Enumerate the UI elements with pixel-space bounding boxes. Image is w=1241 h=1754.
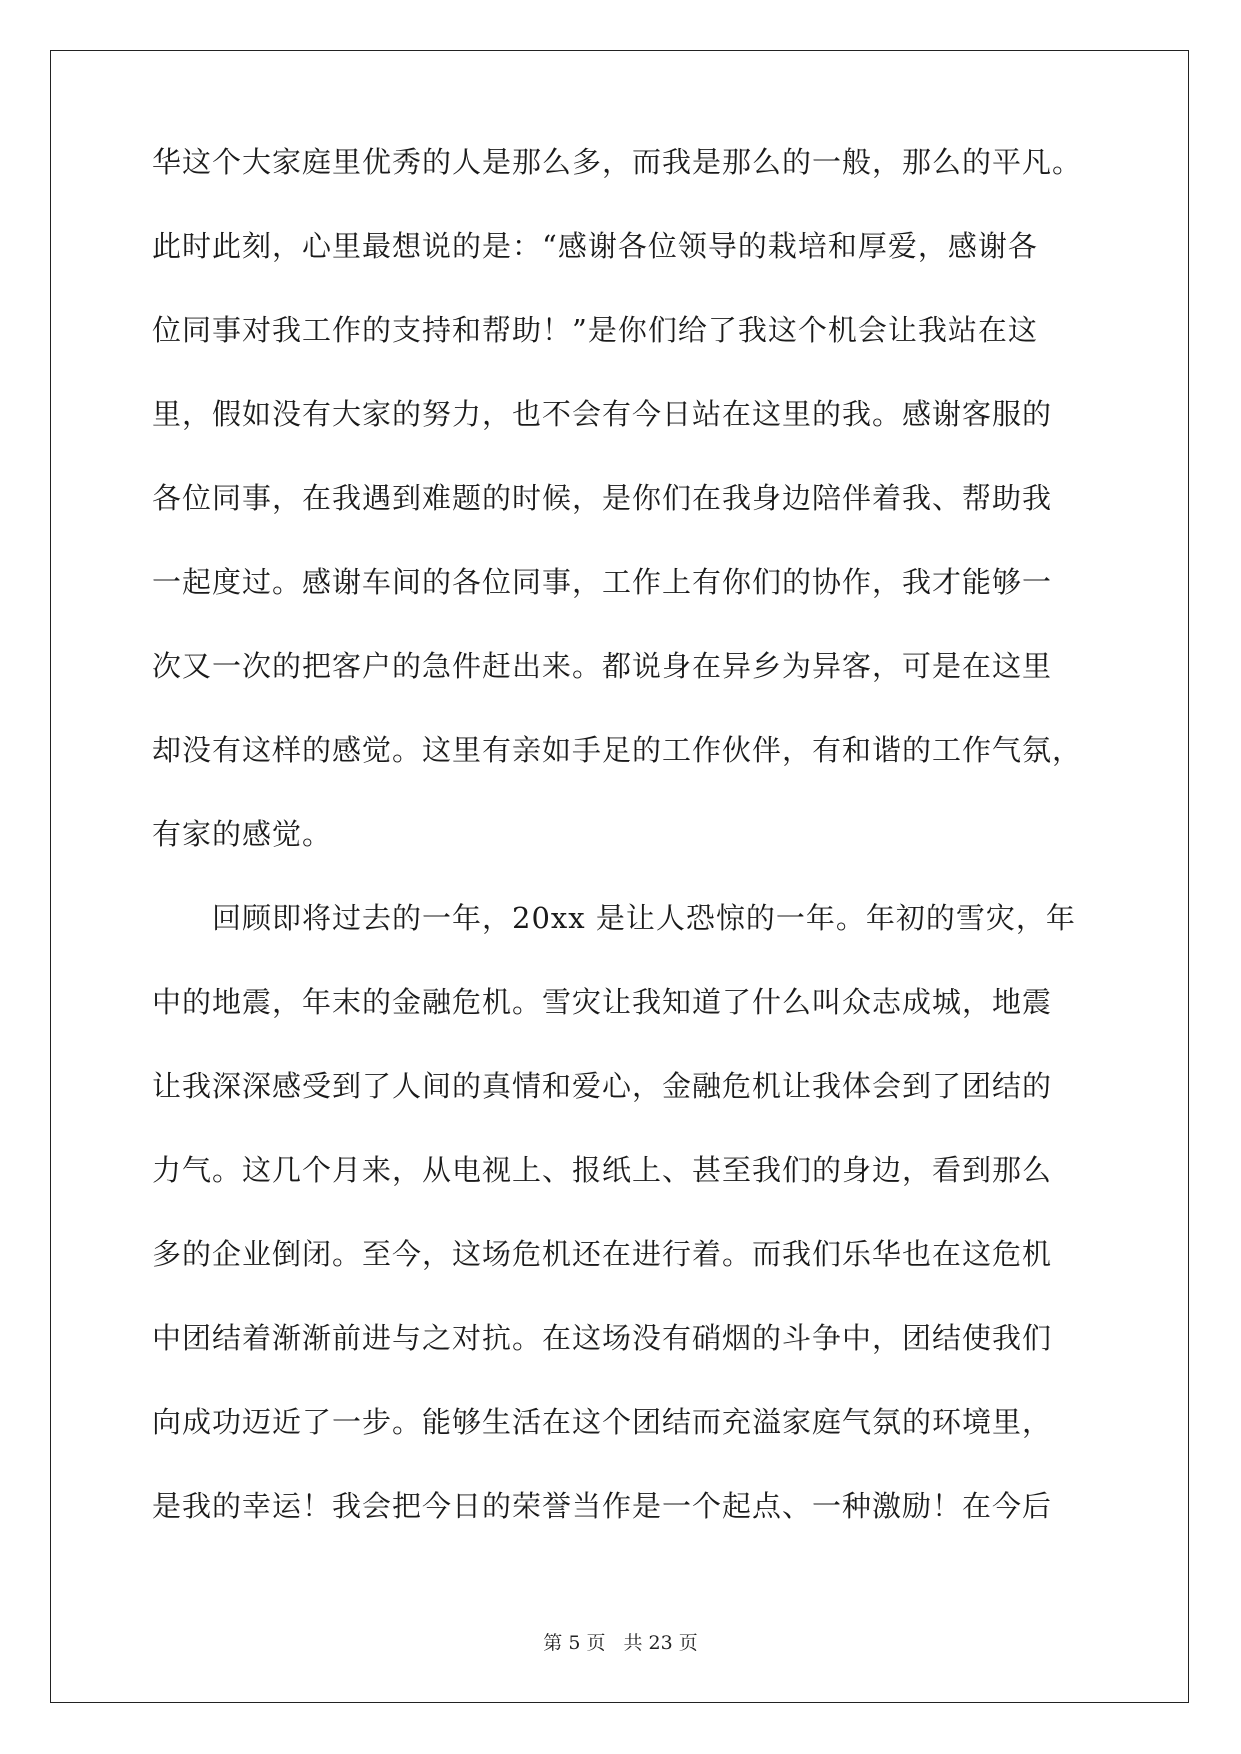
page-number: 第 5 页 (543, 1632, 606, 1654)
text-line: 回顾即将过去的一年，20xx 是让人恐惊的一年。年初的雪灾，年 (152, 901, 1076, 935)
text-line: 是我的幸运！我会把今日的荣誉当作是一个起点、一种激励！在今后 (152, 1489, 1053, 1523)
text-line: 多的企业倒闭。至今，这场危机还在进行着。而我们乐华也在这危机 (152, 1237, 1053, 1271)
text-line: 里，假如没有大家的努力，也不会有今日站在这里的我。感谢客服的 (152, 397, 1053, 431)
text-line: 有家的感觉。 (152, 817, 333, 851)
text-line: 力气。这几个月来，从电视上、报纸上、甚至我们的身边，看到那么 (152, 1153, 1053, 1187)
text-line: 此时此刻，心里最想说的是：“感谢各位领导的栽培和厚爱，感谢各 (152, 229, 1038, 263)
text-line: 却没有这样的感觉。这里有亲如手足的工作伙伴，有和谐的工作气氛， (152, 733, 1083, 767)
text-line: 各位同事，在我遇到难题的时候，是你们在我身边陪伴着我、帮助我 (152, 481, 1053, 515)
text-line: 中团结着渐渐前进与之对抗。在这场没有硝烟的斗争中，团结使我们 (152, 1321, 1053, 1355)
text-line: 向成功迈近了一步。能够生活在这个团结而充溢家庭气氛的环境里， (152, 1405, 1053, 1439)
text-line: 位同事对我工作的支持和帮助！”是你们给了我这个机会让我站在这 (152, 313, 1038, 347)
text-line: 一起度过。感谢车间的各位同事，工作上有你们的协作，我才能够一 (152, 565, 1053, 599)
page-frame (50, 50, 1189, 1703)
text-line: 次又一次的把客户的急件赶出来。都说身在异乡为异客，可是在这里 (152, 649, 1053, 683)
page-total: 共 23 页 (623, 1632, 698, 1654)
text-line: 中的地震，年末的金融危机。雪灾让我知道了什么叫众志成城，地震 (152, 985, 1053, 1019)
text-line: 让我深深感受到了人间的真情和爱心，金融危机让我体会到了团结的 (152, 1069, 1053, 1103)
text-line: 华这个大家庭里优秀的人是那么多，而我是那么的一般，那么的平凡。 (152, 145, 1083, 179)
page-footer (0, 1631, 1241, 1655)
